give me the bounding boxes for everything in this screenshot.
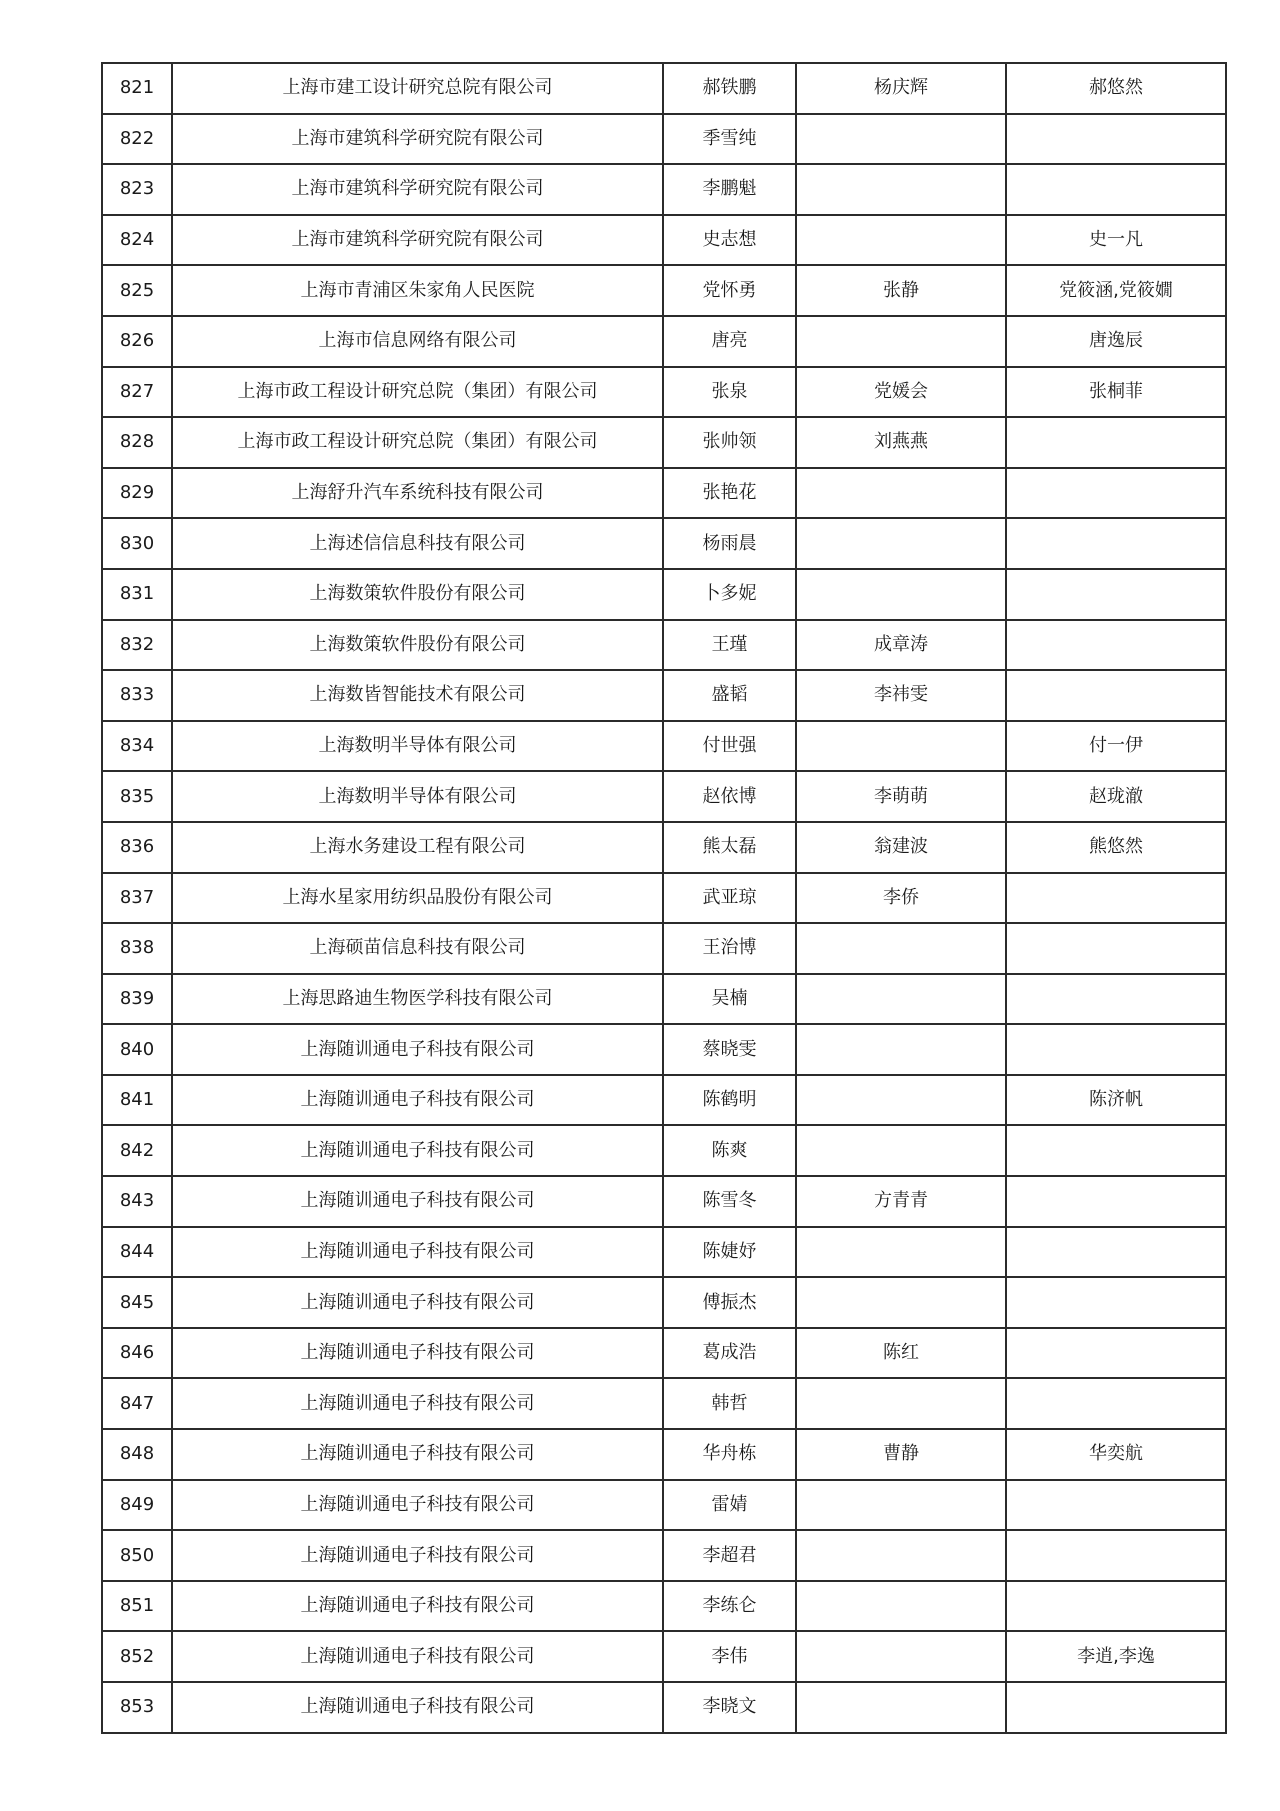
person-name: 陈鹤明 — [663, 1075, 796, 1126]
child-name — [1006, 974, 1226, 1025]
person-name: 卜多妮 — [663, 569, 796, 620]
row-number: 853 — [102, 1682, 172, 1733]
person-name: 张泉 — [663, 367, 796, 418]
company-name: 上海随训通电子科技有限公司 — [172, 1682, 663, 1733]
company-name: 上海市建工设计研究总院有限公司 — [172, 63, 663, 114]
spouse-name — [796, 1530, 1006, 1581]
child-name: 赵珑澈 — [1006, 771, 1226, 822]
person-name: 郝铁鹏 — [663, 63, 796, 114]
person-name: 熊太磊 — [663, 822, 796, 873]
company-name: 上海述信信息科技有限公司 — [172, 518, 663, 569]
spouse-name — [796, 1480, 1006, 1531]
table-row — [102, 1328, 1226, 1379]
row-number: 828 — [102, 417, 172, 468]
company-name: 上海水星家用纺织品股份有限公司 — [172, 873, 663, 924]
person-name: 李伟 — [663, 1631, 796, 1682]
company-name: 上海随训通电子科技有限公司 — [172, 1378, 663, 1429]
table-row — [102, 367, 1226, 418]
table-row — [102, 1682, 1226, 1733]
company-name: 上海随训通电子科技有限公司 — [172, 1631, 663, 1682]
table-row — [102, 1125, 1226, 1176]
person-name: 葛成浩 — [663, 1328, 796, 1379]
child-name — [1006, 417, 1226, 468]
row-number: 837 — [102, 873, 172, 924]
child-name: 郝悠然 — [1006, 63, 1226, 114]
person-name: 唐亮 — [663, 316, 796, 367]
company-name: 上海思路迪生物医学科技有限公司 — [172, 974, 663, 1025]
company-name: 上海数皆智能技术有限公司 — [172, 670, 663, 721]
company-name: 上海随训通电子科技有限公司 — [172, 1277, 663, 1328]
person-name: 党怀勇 — [663, 265, 796, 316]
row-number: 832 — [102, 620, 172, 671]
row-number: 839 — [102, 974, 172, 1025]
spouse-name — [796, 721, 1006, 772]
company-name: 上海市信息网络有限公司 — [172, 316, 663, 367]
person-name: 陈爽 — [663, 1125, 796, 1176]
child-name — [1006, 1024, 1226, 1075]
person-name: 杨雨晨 — [663, 518, 796, 569]
row-number: 846 — [102, 1328, 172, 1379]
spouse-name — [796, 1075, 1006, 1126]
child-name — [1006, 1682, 1226, 1733]
table-row — [102, 164, 1226, 215]
company-name: 上海随训通电子科技有限公司 — [172, 1530, 663, 1581]
person-name: 史志想 — [663, 215, 796, 266]
row-number: 845 — [102, 1277, 172, 1328]
person-name: 吴楠 — [663, 974, 796, 1025]
roster-table — [101, 62, 1227, 1734]
child-name — [1006, 468, 1226, 519]
row-number: 840 — [102, 1024, 172, 1075]
child-name — [1006, 1378, 1226, 1429]
child-name: 陈济帆 — [1006, 1075, 1226, 1126]
person-name: 张帅领 — [663, 417, 796, 468]
child-name: 付一伊 — [1006, 721, 1226, 772]
row-number: 844 — [102, 1227, 172, 1278]
company-name: 上海市建筑科学研究院有限公司 — [172, 215, 663, 266]
person-name: 王治博 — [663, 923, 796, 974]
child-name: 张桐菲 — [1006, 367, 1226, 418]
table-row — [102, 1075, 1226, 1126]
child-name: 党筱涵,党筱嫺 — [1006, 265, 1226, 316]
row-number: 826 — [102, 316, 172, 367]
spouse-name — [796, 1024, 1006, 1075]
company-name: 上海随训通电子科技有限公司 — [172, 1075, 663, 1126]
row-number: 842 — [102, 1125, 172, 1176]
company-name: 上海舒升汽车系统科技有限公司 — [172, 468, 663, 519]
row-number: 822 — [102, 114, 172, 165]
table-row — [102, 63, 1226, 114]
table-row — [102, 1176, 1226, 1227]
row-number: 851 — [102, 1581, 172, 1632]
table-row — [102, 974, 1226, 1025]
spouse-name — [796, 1227, 1006, 1278]
table-row — [102, 873, 1226, 924]
spouse-name: 李祎雯 — [796, 670, 1006, 721]
child-name — [1006, 1480, 1226, 1531]
row-number: 848 — [102, 1429, 172, 1480]
row-number: 825 — [102, 265, 172, 316]
spouse-name: 曹静 — [796, 1429, 1006, 1480]
company-name: 上海数策软件股份有限公司 — [172, 620, 663, 671]
spouse-name — [796, 923, 1006, 974]
person-name: 傅振杰 — [663, 1277, 796, 1328]
person-name: 李晓文 — [663, 1682, 796, 1733]
row-number: 852 — [102, 1631, 172, 1682]
child-name — [1006, 518, 1226, 569]
child-name — [1006, 1328, 1226, 1379]
row-number: 821 — [102, 63, 172, 114]
row-number: 827 — [102, 367, 172, 418]
table-row — [102, 1530, 1226, 1581]
company-name: 上海数明半导体有限公司 — [172, 721, 663, 772]
spouse-name — [796, 1378, 1006, 1429]
child-name: 华奕航 — [1006, 1429, 1226, 1480]
spouse-name — [796, 1125, 1006, 1176]
table-row — [102, 417, 1226, 468]
person-name: 蔡晓雯 — [663, 1024, 796, 1075]
table-row — [102, 468, 1226, 519]
child-name: 李逍,李逸 — [1006, 1631, 1226, 1682]
table-row — [102, 215, 1226, 266]
table-row — [102, 265, 1226, 316]
table-row — [102, 721, 1226, 772]
table-row — [102, 316, 1226, 367]
child-name — [1006, 1227, 1226, 1278]
company-name: 上海随训通电子科技有限公司 — [172, 1227, 663, 1278]
child-name — [1006, 670, 1226, 721]
spouse-name — [796, 1277, 1006, 1328]
table-row — [102, 1581, 1226, 1632]
company-name: 上海随训通电子科技有限公司 — [172, 1024, 663, 1075]
spouse-name — [796, 316, 1006, 367]
table-row — [102, 1429, 1226, 1480]
spouse-name — [796, 518, 1006, 569]
spouse-name — [796, 468, 1006, 519]
spouse-name: 陈红 — [796, 1328, 1006, 1379]
child-name — [1006, 1581, 1226, 1632]
spouse-name: 方青青 — [796, 1176, 1006, 1227]
company-name: 上海市建筑科学研究院有限公司 — [172, 164, 663, 215]
company-name: 上海硕苗信息科技有限公司 — [172, 923, 663, 974]
company-name: 上海随训通电子科技有限公司 — [172, 1581, 663, 1632]
spouse-name: 李侨 — [796, 873, 1006, 924]
spouse-name — [796, 974, 1006, 1025]
table-row — [102, 1631, 1226, 1682]
company-name: 上海市政工程设计研究总院（集团）有限公司 — [172, 417, 663, 468]
spouse-name: 成章涛 — [796, 620, 1006, 671]
person-name: 李超君 — [663, 1530, 796, 1581]
spouse-name — [796, 1581, 1006, 1632]
company-name: 上海市青浦区朱家角人民医院 — [172, 265, 663, 316]
row-number: 834 — [102, 721, 172, 772]
company-name: 上海水务建设工程有限公司 — [172, 822, 663, 873]
table-row — [102, 923, 1226, 974]
row-number: 841 — [102, 1075, 172, 1126]
child-name — [1006, 620, 1226, 671]
child-name: 史一凡 — [1006, 215, 1226, 266]
company-name: 上海市建筑科学研究院有限公司 — [172, 114, 663, 165]
row-number: 830 — [102, 518, 172, 569]
spouse-name — [796, 1682, 1006, 1733]
row-number: 829 — [102, 468, 172, 519]
spouse-name: 李萌萌 — [796, 771, 1006, 822]
row-number: 823 — [102, 164, 172, 215]
row-number: 835 — [102, 771, 172, 822]
table-row — [102, 620, 1226, 671]
spouse-name — [796, 569, 1006, 620]
person-name: 张艳花 — [663, 468, 796, 519]
table-row — [102, 114, 1226, 165]
row-number: 850 — [102, 1530, 172, 1581]
person-name: 盛韬 — [663, 670, 796, 721]
person-name: 雷婧 — [663, 1480, 796, 1531]
row-number: 849 — [102, 1480, 172, 1531]
person-name: 王瑾 — [663, 620, 796, 671]
company-name: 上海随训通电子科技有限公司 — [172, 1429, 663, 1480]
table-row — [102, 1227, 1226, 1278]
child-name — [1006, 873, 1226, 924]
table-row — [102, 518, 1226, 569]
table-row — [102, 822, 1226, 873]
person-name: 季雪纯 — [663, 114, 796, 165]
company-name: 上海随训通电子科技有限公司 — [172, 1328, 663, 1379]
table-row — [102, 1378, 1226, 1429]
row-number: 824 — [102, 215, 172, 266]
row-number: 847 — [102, 1378, 172, 1429]
spouse-name: 刘燕燕 — [796, 417, 1006, 468]
child-name — [1006, 1277, 1226, 1328]
person-name: 李练仑 — [663, 1581, 796, 1632]
table-row — [102, 1024, 1226, 1075]
person-name: 赵依博 — [663, 771, 796, 822]
row-number: 843 — [102, 1176, 172, 1227]
spouse-name — [796, 215, 1006, 266]
table-row — [102, 1277, 1226, 1328]
child-name — [1006, 114, 1226, 165]
person-name: 李鹏魁 — [663, 164, 796, 215]
spouse-name: 党媛会 — [796, 367, 1006, 418]
row-number: 833 — [102, 670, 172, 721]
spouse-name: 杨庆辉 — [796, 63, 1006, 114]
row-number: 836 — [102, 822, 172, 873]
child-name — [1006, 923, 1226, 974]
table-row — [102, 1480, 1226, 1531]
table-row — [102, 569, 1226, 620]
child-name — [1006, 1125, 1226, 1176]
person-name: 付世强 — [663, 721, 796, 772]
child-name — [1006, 1176, 1226, 1227]
person-name: 武亚琼 — [663, 873, 796, 924]
person-name: 华舟栋 — [663, 1429, 796, 1480]
spouse-name — [796, 114, 1006, 165]
company-name: 上海随训通电子科技有限公司 — [172, 1176, 663, 1227]
person-name: 陈雪冬 — [663, 1176, 796, 1227]
person-name: 韩哲 — [663, 1378, 796, 1429]
company-name: 上海数明半导体有限公司 — [172, 771, 663, 822]
child-name: 熊悠然 — [1006, 822, 1226, 873]
company-name: 上海数策软件股份有限公司 — [172, 569, 663, 620]
table-row — [102, 771, 1226, 822]
company-name: 上海随训通电子科技有限公司 — [172, 1480, 663, 1531]
spouse-name — [796, 164, 1006, 215]
child-name — [1006, 1530, 1226, 1581]
child-name — [1006, 569, 1226, 620]
table-row — [102, 670, 1226, 721]
row-number: 831 — [102, 569, 172, 620]
child-name: 唐逸辰 — [1006, 316, 1226, 367]
company-name: 上海随训通电子科技有限公司 — [172, 1125, 663, 1176]
company-name: 上海市政工程设计研究总院（集团）有限公司 — [172, 367, 663, 418]
spouse-name: 翁建波 — [796, 822, 1006, 873]
spouse-name: 张静 — [796, 265, 1006, 316]
spouse-name — [796, 1631, 1006, 1682]
person-name: 陈婕妤 — [663, 1227, 796, 1278]
child-name — [1006, 164, 1226, 215]
row-number: 838 — [102, 923, 172, 974]
